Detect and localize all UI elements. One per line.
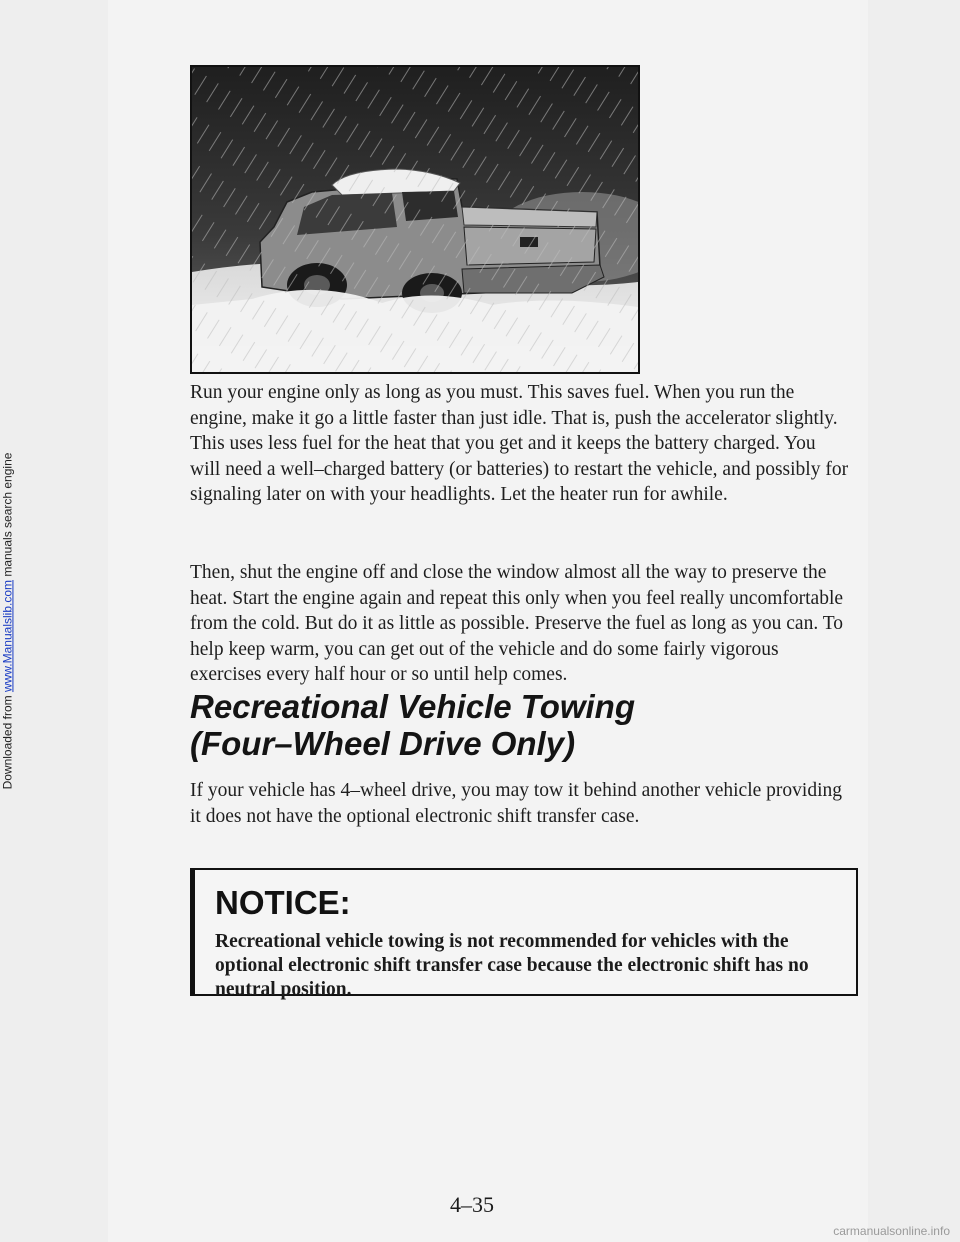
watermark: carmanualsonline.info — [833, 1224, 950, 1238]
notice-text: Recreational vehicle towing is not recommended for vehicles with the optional electronic shift transfer case because the electronic shift has no neutral position. — [215, 931, 809, 1000]
page-margin-right — [868, 0, 960, 1242]
heading-line-2: (Four–Wheel Drive Only) — [190, 725, 576, 762]
heading-line-1: Recreational Vehicle Towing — [190, 688, 636, 725]
paragraph-four-wheel-drive: If your vehicle has 4–wheel drive, you may tow it behind another vehicle providing it does not have the optional electronic shift transfer case. — [190, 780, 842, 827]
paragraph-engine-idle: Run your engine only as long as you must. This saves fuel. When you run the engine, make it go a little faster than just idle. That is, push the accelerator slightly. This uses less fuel for the heat that you get and it keeps the battery charged. You will need a well–charged battery (or batteries) to restart the vehicle, and possibly for signaling later on with your headlights. Let the heater run for awhile. — [190, 382, 849, 505]
paragraph-preserve-heat: Then, shut the engine off and close the window almost all the way to preserve the heat. Start the engine again and repeat this only when you feel really uncomfortable from the cold. But do it as little as possible. Preserve the fuel as long as you can. To help keep warm, you can get out of the vehicle and do some fairly vigorous exercises every half hour or so until help comes. — [190, 562, 844, 685]
manualslib-link[interactable]: www.Manualslib.com — [0, 579, 15, 693]
truck-illustration-svg — [192, 67, 638, 372]
download-suffix: manuals search engine — [0, 452, 15, 580]
page-margin-left — [0, 0, 108, 1242]
download-prefix: Downloaded from — [0, 692, 15, 790]
truck-in-snowstorm-illustration — [190, 65, 640, 374]
page-number: 4–35 — [450, 1192, 494, 1217]
download-source-banner — [0, 0, 14, 1242]
notice-box — [190, 868, 858, 1000]
notice-title: NOTICE: — [215, 884, 351, 921]
section-heading-rv-towing — [190, 688, 810, 762]
